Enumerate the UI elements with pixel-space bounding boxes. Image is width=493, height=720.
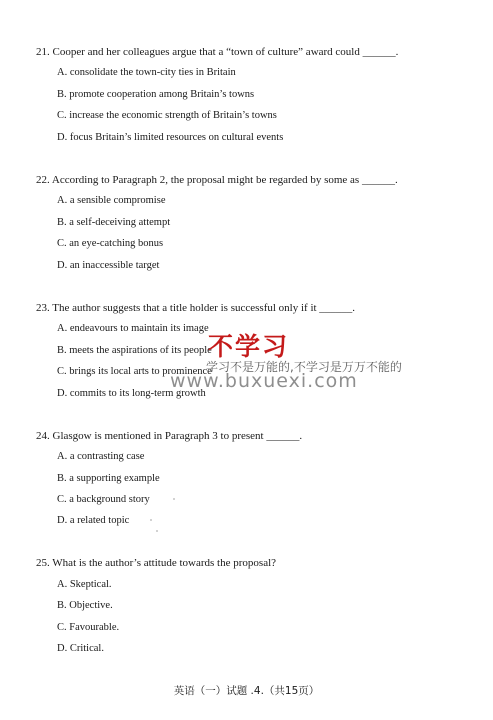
question-24-option-b: B. a supporting example [57,473,160,484]
watermark-url: www.buxuexi.com [170,370,358,392]
question-25-option-b: B. Objective. [57,600,113,611]
scan-speck [173,498,175,500]
question-23-option-b: B. meets the aspirations of its people [57,345,212,356]
question-24-option-d: D. a related topic [57,515,130,526]
question-21-option-c: C. increase the economic strength of Britain’s towns [57,110,277,121]
question-25-stem: 25. What is the author’s attitude towards the proposal? [36,557,277,569]
question-25-option-d: D. Critical. [57,643,104,654]
scan-speck [150,519,152,521]
question-22-option-c: C. an eye-catching bonus [57,238,164,249]
question-23-option-a: A. endeavours to maintain its image [57,323,209,334]
scan-speck [156,530,158,532]
question-24-option-a: A. a contrasting case [57,451,145,462]
question-21-option-d: D. focus Britain’s limited resources on cultural events [57,132,284,143]
question-23-option-d: D. commits to its long-term growth [57,388,206,399]
question-25-option-a: A. Skeptical. [57,579,112,590]
question-22-stem: 22. According to Paragraph 2, the proposal might be regarded by some as ______. [36,174,398,186]
question-22-option-b: B. a self-deceiving attempt [57,217,171,228]
question-21-stem: 21. Cooper and her colleagues argue that a “town of culture” award could ______. [36,46,399,58]
question-23-option-c: C. brings its local arts to prominence [57,366,212,377]
question-23-stem: 23. The author suggests that a title holder is successful only if it ______. [36,302,356,314]
page-footer: 英语（一）试题 .4.（共15页） [173,685,320,697]
question-21-option-b: B. promote cooperation among Britain’s towns [57,89,255,100]
question-21-option-a: A. consolidate the town-city ties in Britain [57,67,236,78]
question-24-stem: 24. Glasgow is mentioned in Paragraph 3 to present ______. [36,430,303,442]
question-25-option-c: C. Favourable. [57,622,120,633]
question-22-option-d: D. an inaccessible target [57,260,160,271]
watermark-subtitle: 学习不是万能的,不学习是万万不能的 [206,360,402,374]
question-24-option-c: C. a background story [57,494,150,505]
watermark-title: 不学习 [208,332,290,361]
question-22-option-a: A. a sensible compromise [57,195,166,206]
